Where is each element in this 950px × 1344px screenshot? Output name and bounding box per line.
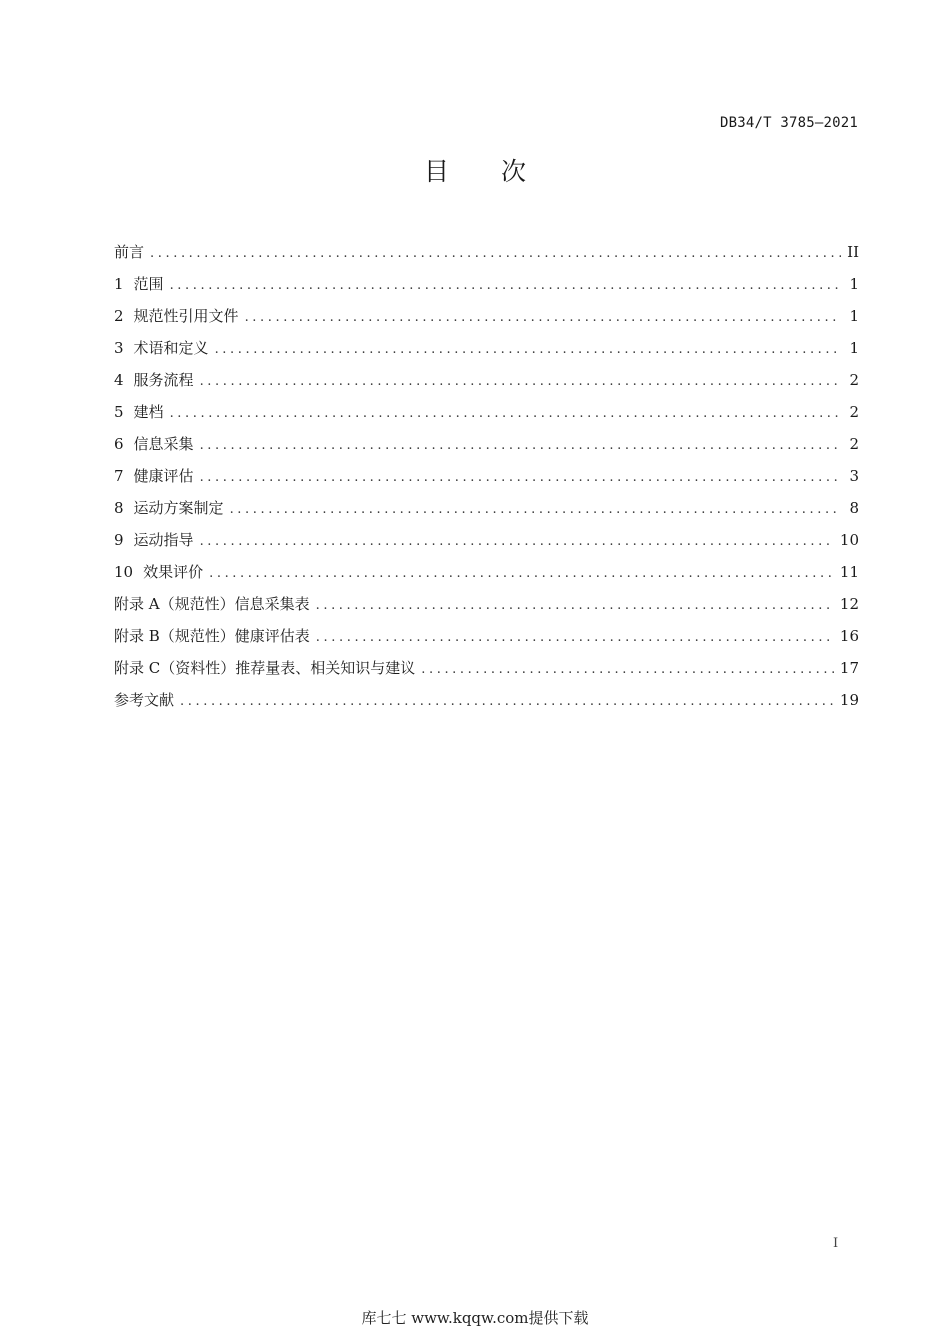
toc-leader-dots	[421, 654, 834, 686]
page-title	[0, 152, 950, 188]
toc-entry-label: 前言	[114, 243, 145, 261]
toc-leader-dots	[170, 398, 841, 430]
toc-entry-number: 8	[114, 499, 124, 517]
toc-entry-page: 1	[849, 339, 859, 357]
toc-entry-page: 2	[849, 403, 859, 421]
toc-entry-page: 12	[839, 595, 859, 613]
toc-leader-dots	[200, 366, 841, 398]
toc-entry-number: 6	[114, 435, 124, 453]
toc-entry-page: 2	[849, 371, 859, 389]
toc-entry-number: 3	[114, 339, 124, 357]
toc-leader-dots	[180, 686, 834, 718]
toc-entry-service-process[interactable]	[114, 364, 859, 396]
toc-entry-number: 9	[114, 531, 124, 549]
toc-entry-normative-references[interactable]	[114, 300, 859, 332]
toc-entry-page: 16	[839, 627, 859, 645]
toc-entry-page: 1	[849, 307, 859, 325]
toc-entry-label: 附录 A（规范性）信息采集表	[114, 595, 310, 613]
toc-leader-dots	[316, 590, 834, 622]
toc-entry-number: 10	[114, 563, 134, 581]
toc-entry-label: 规范性引用文件	[133, 307, 239, 325]
toc-entry-label: 参考文献	[114, 691, 175, 709]
toc-leader-dots	[200, 526, 834, 558]
toc-entry-label: 运动方案制定	[133, 499, 224, 517]
toc-entry-number: 1	[114, 275, 124, 293]
toc-entry-label: 运动指导	[133, 531, 194, 549]
toc-entry-label: 建档	[133, 403, 164, 421]
toc-leader-dots	[150, 238, 841, 270]
toc-entry-page: 17	[839, 659, 859, 677]
toc-entry-page: 1	[849, 275, 859, 293]
toc-leader-dots	[170, 270, 841, 302]
download-watermark: 库七七 www.kqqw.com提供下载	[361, 1309, 589, 1327]
toc-entry-appendix-a[interactable]	[114, 588, 859, 620]
toc-entry-label: 范围	[133, 275, 164, 293]
toc-entry-info-collection[interactable]	[114, 428, 859, 460]
toc-entry-page: 10	[839, 531, 859, 549]
toc-entry-label: 健康评估	[133, 467, 194, 485]
toc-entry-label: 效果评价	[143, 563, 204, 581]
table-of-contents	[114, 236, 859, 716]
toc-entry-scope[interactable]	[114, 268, 859, 300]
toc-entry-page: 19	[839, 691, 859, 709]
toc-entry-label: 附录 C（资料性）推荐量表、相关知识与建议	[114, 659, 416, 677]
toc-entry-page: 2	[849, 435, 859, 453]
title-char-1: 目	[423, 157, 449, 186]
toc-entry-number: 2	[114, 307, 124, 325]
toc-entry-page: 3	[849, 467, 859, 485]
toc-entry-label: 附录 B（规范性）健康评估表	[114, 627, 310, 645]
toc-entry-foreword[interactable]	[114, 236, 859, 268]
document-code: DB34/T 3785—2021	[719, 115, 858, 131]
toc-entry-exercise-guidance[interactable]	[114, 524, 859, 556]
toc-entry-health-assessment[interactable]	[114, 460, 859, 492]
toc-entry-number: 5	[114, 403, 124, 421]
toc-entry-appendix-c[interactable]	[114, 652, 859, 684]
toc-entry-bibliography[interactable]	[114, 684, 859, 716]
toc-entry-label: 服务流程	[133, 371, 194, 389]
toc-entry-exercise-plan[interactable]	[114, 492, 859, 524]
toc-entry-number: 7	[114, 467, 124, 485]
toc-entry-page: 11	[839, 563, 859, 581]
page-number: I	[833, 1236, 839, 1251]
toc-leader-dots	[209, 558, 834, 590]
toc-entry-page: 8	[849, 499, 859, 517]
toc-entry-label: 术语和定义	[133, 339, 209, 357]
toc-leader-dots	[215, 334, 841, 366]
toc-leader-dots	[200, 462, 841, 494]
toc-entry-label: 信息采集	[133, 435, 194, 453]
toc-leader-dots	[245, 302, 841, 334]
toc-entry-page: II	[847, 243, 859, 261]
toc-entry-terms-definitions[interactable]	[114, 332, 859, 364]
toc-entry-file-creation[interactable]	[114, 396, 859, 428]
toc-leader-dots	[230, 494, 841, 526]
toc-entry-effect-evaluation[interactable]	[114, 556, 859, 588]
title-char-2: 次	[501, 157, 527, 186]
toc-leader-dots	[200, 430, 841, 462]
toc-entry-number: 4	[114, 371, 124, 389]
toc-entry-appendix-b[interactable]	[114, 620, 859, 652]
toc-leader-dots	[316, 622, 834, 654]
